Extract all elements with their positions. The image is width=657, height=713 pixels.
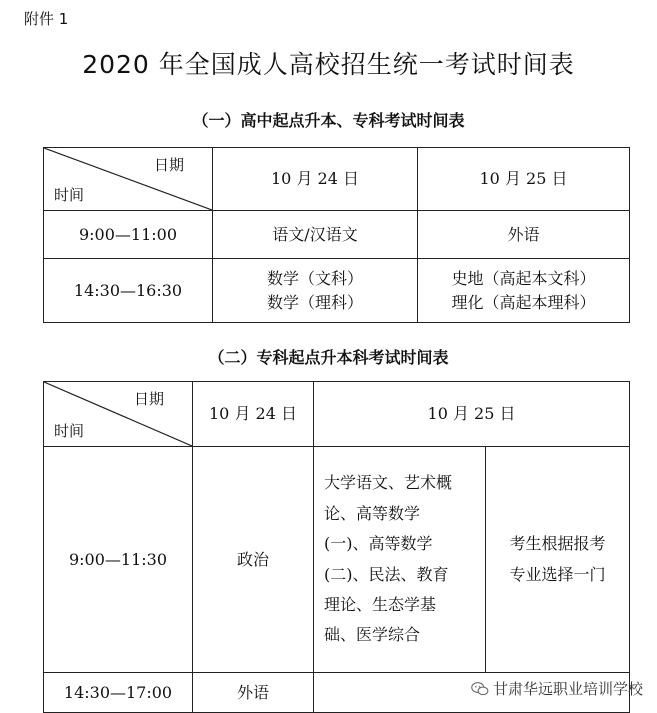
subject-line: 理化（高起本理科） [451,292,596,312]
page-title: 2020 年全国成人高校招生统一考试时间表 [82,50,575,79]
subject-cell [418,259,630,323]
time-cell: 14:30—17:00 [44,673,193,713]
corner-header-cell [44,382,193,447]
subject-line: 础、医学综合 [324,625,421,645]
note-line: 考生根据报考 [509,534,606,554]
note-cell [486,447,630,673]
corner-date-label: 日期 [133,390,164,408]
time-cell: 9:00—11:00 [44,211,213,259]
subject-line: 史地（高起本文科） [451,268,596,288]
section2-heading: （二）专科起点升本科考试时间表 [208,348,449,367]
watermark-text: 甘肃华远职业培训学校 [492,680,643,698]
attachment-label: 附件 1 [24,10,69,28]
note-line: 专业选择一门 [509,564,606,584]
subject-cell: 外语 [193,673,314,713]
subject-line: (二)、民法、教育 [324,564,449,584]
date-header: 10 月 24 日 [213,148,418,211]
watermark [471,678,643,699]
subject-list-cell [314,447,486,673]
corner-time-label: 时间 [54,185,85,204]
subject-cell: 政治 [193,447,314,673]
subject-cell [213,259,418,323]
section1-table [43,147,630,323]
time-cell: 14:30—16:30 [44,259,213,323]
corner-time-label: 时间 [54,421,85,440]
subject-line: 数学（文科） [266,268,363,288]
subject-cell [213,211,418,259]
date-header: 10 月 24 日 [193,382,314,447]
subject-cell [418,211,630,259]
subject-line: 数学（理科） [266,292,363,312]
subject-line: (一)、高等数学 [324,534,433,554]
subject-line: 论、高等数学 [324,503,421,523]
section2-table [43,381,630,713]
date-header: 10 月 25 日 [314,382,630,447]
time-cell: 9:00—11:30 [44,447,193,673]
subject-line: 语文/汉语文 [272,224,358,244]
wechat-icon [471,681,489,697]
subject-line: 外语 [507,224,540,244]
subject-line: 理论、生态学基 [324,594,437,614]
corner-header-cell [44,148,213,211]
corner-date-label: 日期 [153,156,184,174]
section1-heading: （一）高中起点升本、专科考试时间表 [192,111,465,130]
subject-line: 大学语文、艺术概 [324,473,453,493]
date-header: 10 月 25 日 [418,148,630,211]
